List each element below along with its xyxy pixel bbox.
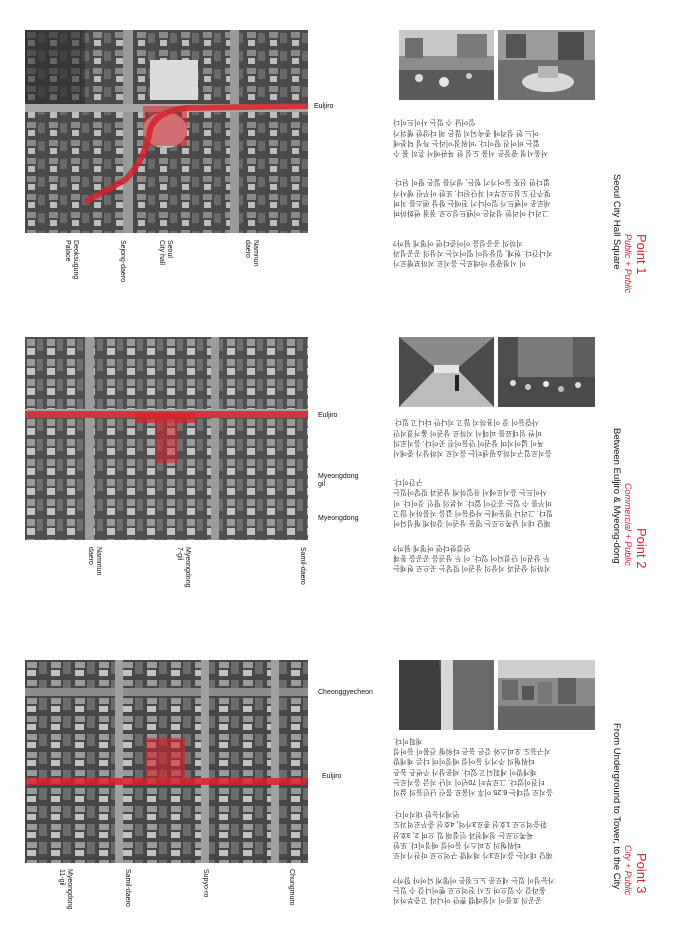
point1-subtitle: Seoul City Hall Square xyxy=(611,174,622,270)
point2-street-label: Nammun daero xyxy=(87,547,102,576)
point3-category: City + Public xyxy=(623,845,633,896)
point1-street-label: Deoksugung Palace xyxy=(64,240,79,280)
point1-street-label: Sejong-daero xyxy=(119,240,126,283)
point2-title-block xyxy=(610,428,648,568)
point3-title-block xyxy=(610,723,648,895)
point2-paragraph: 을지로입구지하쇼핑센터는 을지로 지하상가 중에서 폭이 넓어지며 상권이 만들어진 곳이다. 을지로의 비싼 임대료를 피해서 지하로 상권이 옮겨졌지만 사람들이 잘 이용하지 않고 지나만 다니고 있다. xyxy=(393,418,552,458)
point3-street-label: Supyo-ro xyxy=(202,869,209,898)
point3-paragraph: 해당 대지는 을지로3가 재개발 구역으로 마찬가지로 타워형의 오피스가 들어설 예정이다. 또한 북쪽으로는 청계천과 인접해 있 으며 2, 3호선 환승역으로 1호선 종로3가역, 4호선 충무로역과도 연계가능한 대지이다. xyxy=(393,810,553,860)
point3-cheonggyecheon-label: Cheonggyecheon xyxy=(318,689,373,696)
point1-street-label: Seoul City hall xyxy=(158,240,173,265)
point3-subtitle: From Underground to Tower, to the City xyxy=(611,723,622,890)
point3-photo-city-aerial xyxy=(498,660,595,730)
point1-street-label: Namnun daero xyxy=(244,240,259,267)
point3-euljiro-label: Euljiro xyxy=(322,773,342,780)
point2-myeongdong-gil-label: Myeongdong gil xyxy=(318,473,359,488)
point3-street-label: Samil-daero xyxy=(124,869,131,907)
point2-euljiro-label: Euljiro xyxy=(318,412,338,419)
point2-category: Commercial + Public xyxy=(623,483,633,566)
point2-aerial-map xyxy=(25,337,308,540)
point1-title-block xyxy=(610,174,648,293)
point2-subtitle: Between Euljiro & Myeong-dong xyxy=(611,428,622,564)
point3-photo-alley xyxy=(399,660,494,730)
point3-paragraph: 을지로 일대는 6.25 이후 서울로 몰린 난민들의 삶의 터전이었다. 그로부터 70년이 지난 지금 을지로는 재개발이 계획되고 있다. 세운상가 주변은 높은 타워형의 주거가 들어설 예정이며 다른 재개발 지구들도 오피스와 같은 높은 타워형 건물이 들어설 계획이다. xyxy=(393,736,553,797)
point3-number: Point 3 xyxy=(634,853,649,894)
point1-paragraph: 그러나 이러한 성격은 이벤트성으로 점점 변화하며 새로운 이벤트가 일어나기 전에는 항상 펜스를 치며 몇주간 도심으로부터 차단된다. 또한 아무런 행사가 없다면 선뜻 들어가기 힘든, 생기를 잃은 땅이 된다. xyxy=(393,178,551,218)
point2-myeongdong-label: Myeongdong xyxy=(318,515,359,522)
point1-euljiro-label: Euljiro xyxy=(314,103,334,110)
point1-paragraph: 서울시청 광장은 서울 도심 한 복판에서 흔히 볼 수 없는 비어진 땅이다. '비워짐'이라는 특성 덕분에 어느 한 성격에 종속되지 않은 채 다양한 행위가 일어날 수 있는 사이트이다 xyxy=(393,118,548,158)
point1-paragraph: 이 시청광장 아래로는 을지로 지하보행로가 지나간다. 현재, 일상성이 떨어지는 지상의 공공성과 지하의 공공성을 이어준다면 어떻게 될까? xyxy=(393,238,553,268)
point2-photo-myeongdong-crowd xyxy=(498,337,595,407)
point2-paragraph: 해당 대지 남쪽으로는 명동 상권이 강하게 형성되어 있다. 그러나 명동에는 사람들이 값을 지불하지 않고 머무를 수 있는 공간이 없다. 자본의 땅인 것이다. 이 사이트는 을지로에서 유일하게 상권과 맞닿아있는 구간이다. xyxy=(393,478,553,528)
point2-paragraph: 지하의 상권과 지상의 상권이 맞닿는 곳으로 현재는 두 상권이 단절되어 있다. 이 두 상권을 공공을 통해 연결한다면 어떻게 될까? xyxy=(393,543,551,573)
point1-photo-plaza-aerial xyxy=(498,30,595,100)
point3-street-label: Myeongdong 11-gil xyxy=(58,869,73,910)
point1-aerial-map xyxy=(25,30,308,233)
point3-paragraph: 공공의 흐름이 지상레벨 뿐만 아니라 고층부까지 올라갈 수 있으며 도시 전역으로 뻗어나갈 수 있는 가능성이 있는 새로운 노드점은 어떻게 되어야 할까? xyxy=(393,875,555,905)
point2-street-label: Myeongdong 7-gil xyxy=(176,547,191,588)
point2-street-label: Samil-daero xyxy=(299,547,306,585)
point3-street-label: Chungmuro xyxy=(288,869,295,906)
point3-aerial-map xyxy=(25,660,308,863)
point1-number: Point 1 xyxy=(634,234,649,275)
point2-photo-underground-mall xyxy=(399,337,494,407)
point2-number: Point 2 xyxy=(634,528,649,569)
point1-photo-plaza-event xyxy=(399,30,494,100)
point1-category: Public + Public xyxy=(623,234,633,294)
